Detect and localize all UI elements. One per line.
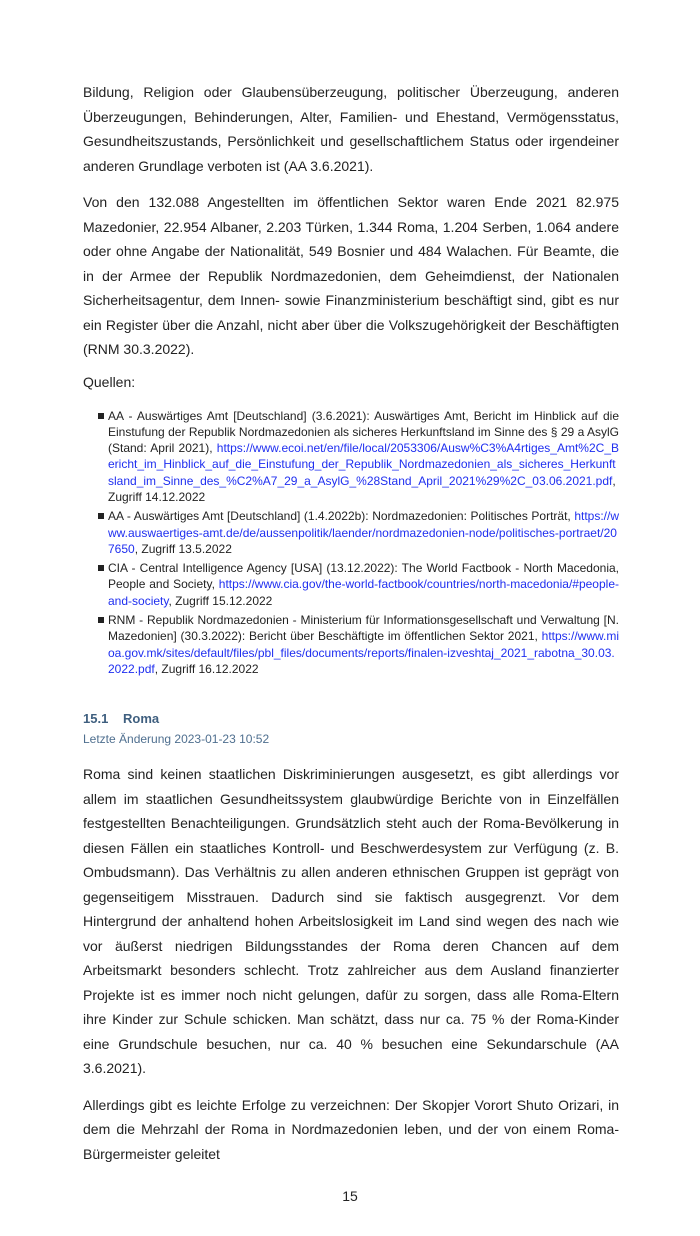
paragraph: Bildung, Religion oder Glaubensüberzeugung, politischer Überzeugung, anderen Überzeugungen, Behinderungen, Alter, Familien- und Ehestand, Vermögensstatus, Gesundheitszustands, Persönlichkeit und gesellschaftlichem Status oder irgendeiner anderen Grundlage verboten ist (AA 3.6.2021).: [83, 84, 619, 174]
paragraph: Roma sind keinen staatlichen Diskriminierungen ausgesetzt, es gibt allerdings vor allem im staatlichen Gesundheitssystem glaubwürdige Berichte von in Einzelfällen festgestellten Benachteiligungen. Grundsätzlich steht auch der Roma-Bevölkerung in diesen Fällen ein staatliches Kontroll- und Beschwerdesystem zur Verfügung (z. B. Ombudsmann). Das Verhältnis zu allen anderen ethnischen Gruppen ist geprägt von gegenseitigem Misstrauen. Dadurch sind sie faktisch ausgegrenzt. Vor dem Hintergrund der anhaltend hohen Arbeitslosigkeit im Land sind wegen des nach wie vor äußerst niedrigen Bildungsstandes der Roma deren Chancen auf dem Arbeitsmarkt besonders schlecht. Trotz zahlreicher aus dem Ausland finanzierter Projekte ist es immer noch nicht gelungen, dafür zu sorgen, dass alle Roma-Eltern ihre Kinder zur Schule schicken. Man schätzt, dass nur ca. 75 % der Roma-Kinder eine Grundschule besuchen, nur ca. 40 % besuchen eine Sekundarschule (AA 3.6.2021).: [83, 766, 619, 1077]
section-heading: [83, 711, 619, 726]
section-title: Roma: [123, 711, 160, 727]
paragraph: Von den 132.088 Angestellten im öffentlichen Sektor waren Ende 2021 82.975 Mazedonier, 22.954 Albaner, 2.203 Türken, 1.344 Roma, 1.204 Serben, 1.064 andere oder ohne Angabe der Nationalität, 549 Bosnier und 484 Walachen. Für Beamte, die in der Armee der Republik Nordmazedonien, dem Geheimdienst, der Nationalen Sicherheitsagentur, dem Innen- sowie Finanzministerium beschäftigt sind, gibt es nur ein Register über die Anzahl, nicht aber über die Volkszugehörigkeit der Beschäftigten (RNM 30.3.2022).: [83, 194, 619, 357]
section-number: 15.1: [83, 711, 109, 727]
source-item: AA - Auswärtiges Amt [Deutschland] (1.4.2022b): Nordmazedonien: Politisches Porträt, https://www.auswaertiges-amt.de/de/aussenpolitik/laender/nordmazedonien-node/politisches-portraet/207650, Zugriff 13.5.2022: [108, 509, 619, 556]
page-number: 15: [342, 1188, 358, 1205]
source-link[interactable]: https://www.auswaertiges-amt.de/de/aussenpolitik/laender/nordmazedonien-node/politisches-portraet/207650: [108, 509, 619, 556]
last-modified: Letzte Änderung 2023-01-23 10:52: [83, 732, 270, 747]
source-item: CIA - Central Intelligence Agency [USA] (13.12.2022): The World Factbook - North Macedonia, People and Society, https://www.cia.gov/the-world-factbook/countries/north-macedonia/#people-and-society, Zugriff 15.12.2022: [108, 561, 619, 608]
sources-list: [83, 408, 619, 678]
source-link[interactable]: https://www.mioa.gov.mk/sites/default/files/pbl_files/documents/reports/finalen-izveshtaj_2021_rabotna_30.03.2022.pdf: [108, 629, 619, 676]
paragraph: Allerdings gibt es leichte Erfolge zu verzeichnen: Der Skopjer Vorort Shuto Orizari, in dem die Mehrzahl der Roma in Nordmazedonien leben, und der von einem Roma-Bürgermeister geleitet: [83, 1096, 619, 1162]
sources-label: Quellen:: [83, 373, 136, 390]
source-item: AA - Auswärtiges Amt [Deutschland] (3.6.2021): Auswärtiges Amt, Bericht im Hinblick auf die Einstufung der Republik Nordmazedonien als sicheres Herkunftsland im Sinne des § 29 a AsylG (Stand: April 2021), https://www.ecoi.net/en/file/local/2053306/Ausw%C3%A4rtiges_Amt%2C_Bericht_im_Hinblick_auf_die_Einstufung_der_Republik_Nordmazedonien_als_sicheres_Herkunftsland_im_Sinne_des_%C2%A7_29_a_AsylG_%28Stand_April_2021%29%2C_03.06.2021.pdf, Zugriff 14.12.2022: [108, 408, 619, 504]
document-page: [83, 0, 619, 1166]
source-link[interactable]: https://www.cia.gov/the-world-factbook/countries/north-macedonia/#people-and-society: [108, 577, 619, 608]
source-link[interactable]: https://www.ecoi.net/en/file/local/2053306/Ausw%C3%A4rtiges_Amt%2C_Bericht_im_Hinblick_auf_die_Einstufung_der_Republik_Nordmazedonien_als_sicheres_Herkunftsland_im_Sinne_des_%C2%A7_29_a_AsylG_%28Stand_April_2021%29%2C_03.06.2021.pdf: [108, 441, 619, 488]
source-item: RNM - Republik Nordmazedonien - Ministerium für Informationsgesellschaft und Verwaltung [N. Mazedonien] (30.3.2022): Bericht über Beschäftigte im öffentlichen Sektor 2021, https://www.mioa.gov.mk/sites/default/files/pbl_files/documents/reports/finalen-izveshtaj_2021_rabotna_30.03.2022.pdf, Zugriff 16.12.2022: [108, 613, 619, 676]
